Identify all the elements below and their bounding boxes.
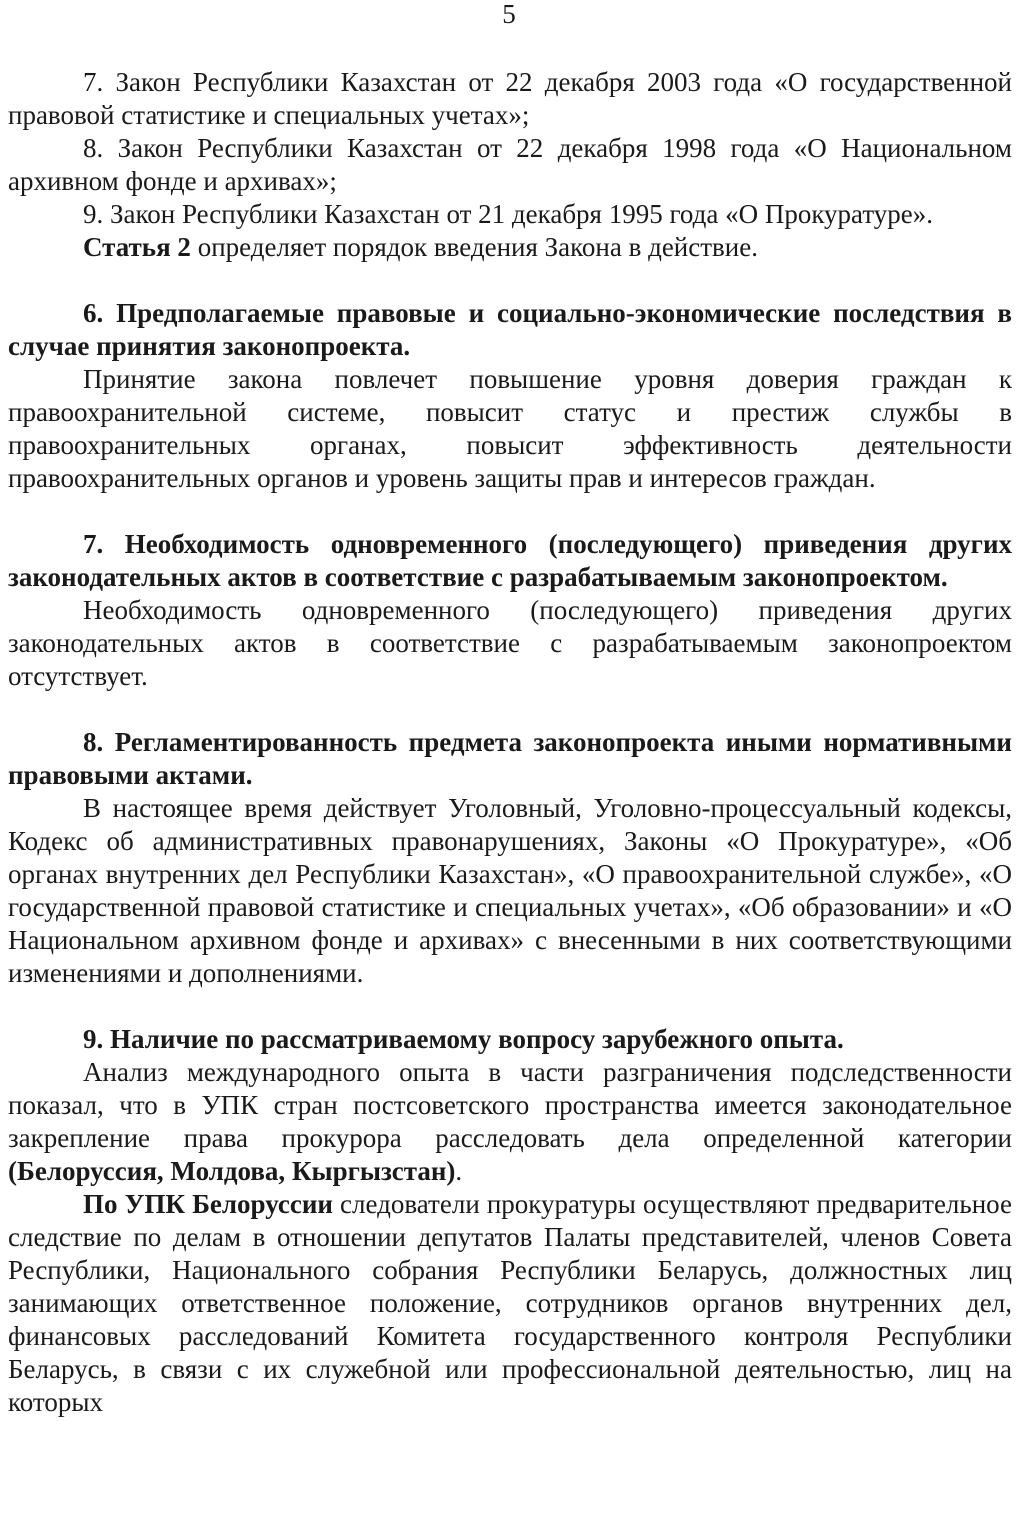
section-8-heading: 8. Регламентированность предмета законопроекта иными нормативными правовыми актами. bbox=[8, 727, 1012, 790]
section-9-text-start: Анализ международного опыта в части разграничения подследственности показал, что в УПК стран постсоветского пространства имеется законодательное закрепление права прокурора расследовать дела определенной категории bbox=[8, 1057, 1012, 1153]
list-item-7: 7. Закон Республики Казахстан от 22 декабря 2003 года «О государственной правовой статистике и специальных учетах»; bbox=[8, 67, 1012, 130]
section-9-heading: 9. Наличие по рассматриваемому вопросу зарубежного опыта. bbox=[83, 1024, 844, 1054]
section-7-heading: 7. Необходимость одновременного (последующего) приведения других законодательных актов в соответствие с разрабатываемым законопроектом. bbox=[8, 529, 1012, 592]
page-number: 5 bbox=[502, 0, 516, 29]
document-body bbox=[8, 66, 1012, 1419]
article-2-text: определяет порядок введения Закона в действие. bbox=[190, 232, 758, 262]
spacer bbox=[8, 264, 1012, 297]
section-6-heading: 6. Предполагаемые правовые и социально-экономические последствия в случае принятия законопроекта. bbox=[8, 298, 1012, 361]
article-2-paragraph bbox=[8, 231, 1012, 264]
list-item-8: 8. Закон Республики Казахстан от 22 декабря 1998 года «О Национальном архивном фонде и архивах»; bbox=[8, 133, 1012, 196]
list-item-9: 9. Закон Республики Казахстан от 21 декабря 1995 года «О Прокуратуре». bbox=[83, 199, 934, 229]
section-9-text-end: . bbox=[455, 1156, 463, 1186]
section-8-text: В настоящее время действует Уголовный, Уголовно-процессуальный кодексы, Кодекс об административных правонарушениях, Законы «О Прокуратуре», «Об органах внутренних дел Республики Казахстан», «О правоохранительной службе», «О государственной правовой статистике и специальных учетах», «Об образовании» и «О Национальном архивном фонде и архивах» с внесенными в них соответствующими изменениями и дополнениями. bbox=[8, 793, 1012, 988]
section-9-paragraph-2 bbox=[8, 1188, 1012, 1419]
spacer bbox=[8, 990, 1012, 1023]
spacer bbox=[8, 693, 1012, 726]
section-9-countries: (Белоруссия, Молдова, Кыргызстан) bbox=[8, 1156, 456, 1186]
section-9-paragraph-2-text: следователи прокуратуры осуществляют предварительное следствие по делам в отношении депутатов Палаты представителей, членов Совета Республики, Национального собрания Республики Беларусь, должностных лиц занимающих ответственное положение, сотрудников органов внутренних дел, финансовых расследований Комитета государственного контроля Республики Беларусь, в связи с их служебной или профессиональной деятельностью, лиц на которых bbox=[8, 1189, 1012, 1417]
section-9-text bbox=[8, 1056, 1012, 1188]
section-6-text: Принятие закона повлечет повышение уровня доверия граждан к правоохранительной системе, повысит статус и престиж службы в правоохранительных органах, повысит эффективность деятельности правоохранительных органов и уровень защиты прав и интересов граждан. bbox=[8, 364, 1012, 493]
article-2-lead: Статья 2 bbox=[83, 232, 191, 262]
spacer bbox=[8, 495, 1012, 528]
section-9-paragraph-2-lead: По УПК Белоруссии bbox=[83, 1189, 333, 1219]
section-7-text: Необходимость одновременного (последующего) приведения других законодательных актов в соответствие с разрабатываемым законопроектом отсутствует. bbox=[8, 595, 1012, 691]
